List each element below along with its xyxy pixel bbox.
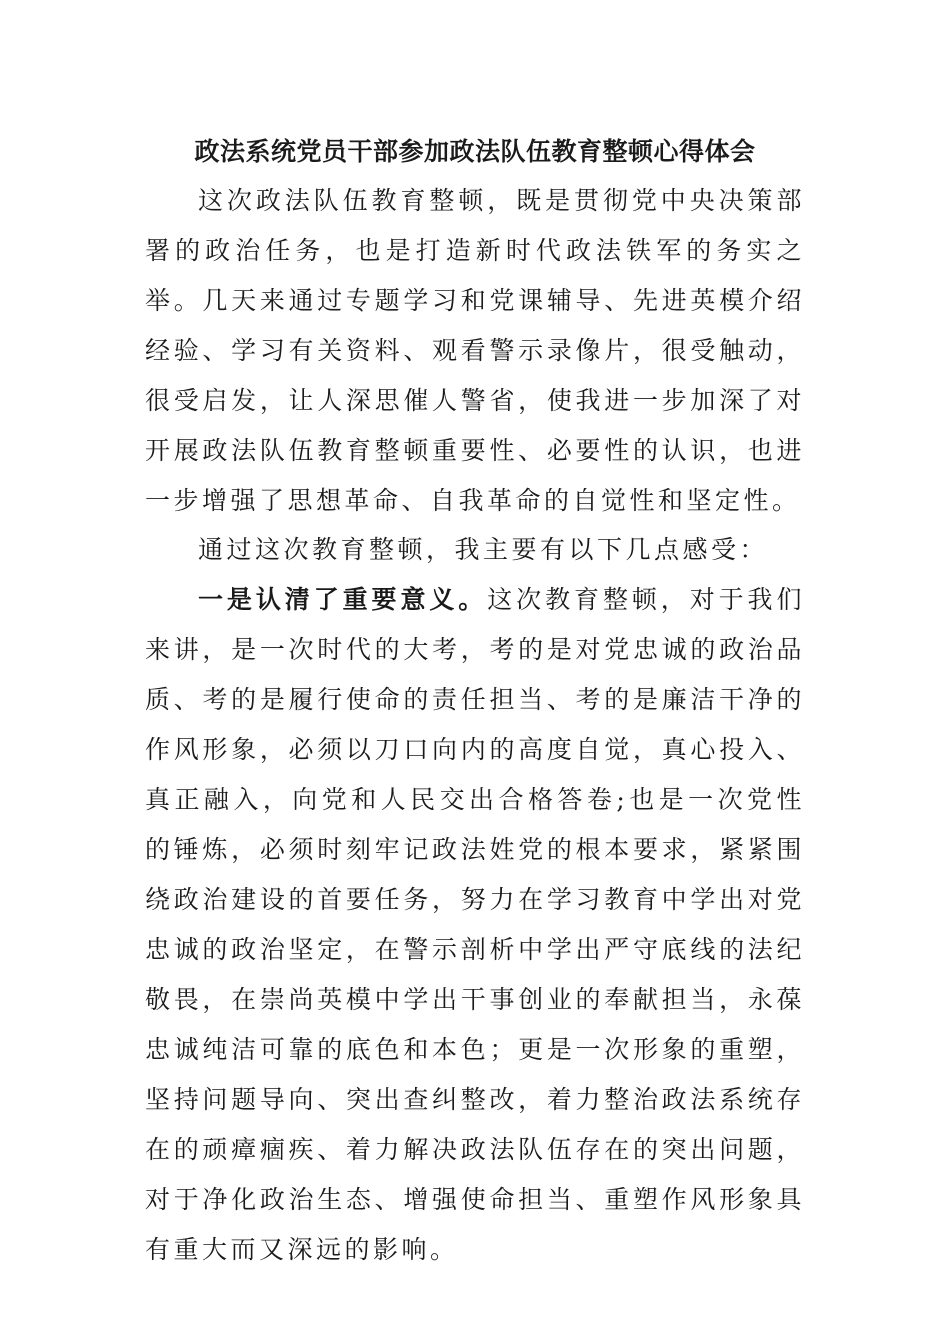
document-title: 政法系统党员干部参加政法队伍教育整顿心得体会 (194, 137, 756, 166)
paragraph-point-one (145, 575, 805, 1275)
paragraph-summary-lead: 通过这次教育整顿，我主要有以下几点感受： (198, 535, 769, 564)
point-one-body: 这次教育整顿，对于我们来讲，是一次时代的大考，考的是对党忠诚的政治品质、考的是履行使命的责任担当、考的是廉洁干净的作风形象，必须以刀口向内的高度自觉，真心投入、真正融入，向党和人民交出合格答卷;也是一次党性的锤炼，必须时刻牢记政法姓党的根本要求，紧紧围绕政治建设的首要任务，努力在学习教育中学出对党忠诚的政治坚定，在警示剖析中学出严守底线的法纪敬畏，在崇尚英模中学出干事创业的奉献担当，永葆忠诚纯洁可靠的底色和本色；更是一次形象的重塑，坚持问题导向、突出查纠整改，着力整治政法系统存在的顽瘴痼疾、着力解决政法队伍存在的突出问题，对于净化政治生态、增强使命担当、重塑作风形象具有重大而又深远的影响。 (145, 585, 805, 1264)
paragraph-intro: 这次政法队伍教育整顿，既是贯彻党中央决策部署的政治任务，也是打造新时代政法铁军的务实之举。几天来通过专题学习和党课辅导、先进英模介绍经验、学习有关资料、观看警示录像片，很受触动，很受启发，让人深思催人警省，使我进一步加深了对开展政法队伍教育整顿重要性、必要性的认识，也进一步增强了思想革命、自我革命的自觉性和坚定性。 (145, 186, 805, 515)
point-one-heading: 一是认清了重要意义。 (198, 585, 488, 614)
